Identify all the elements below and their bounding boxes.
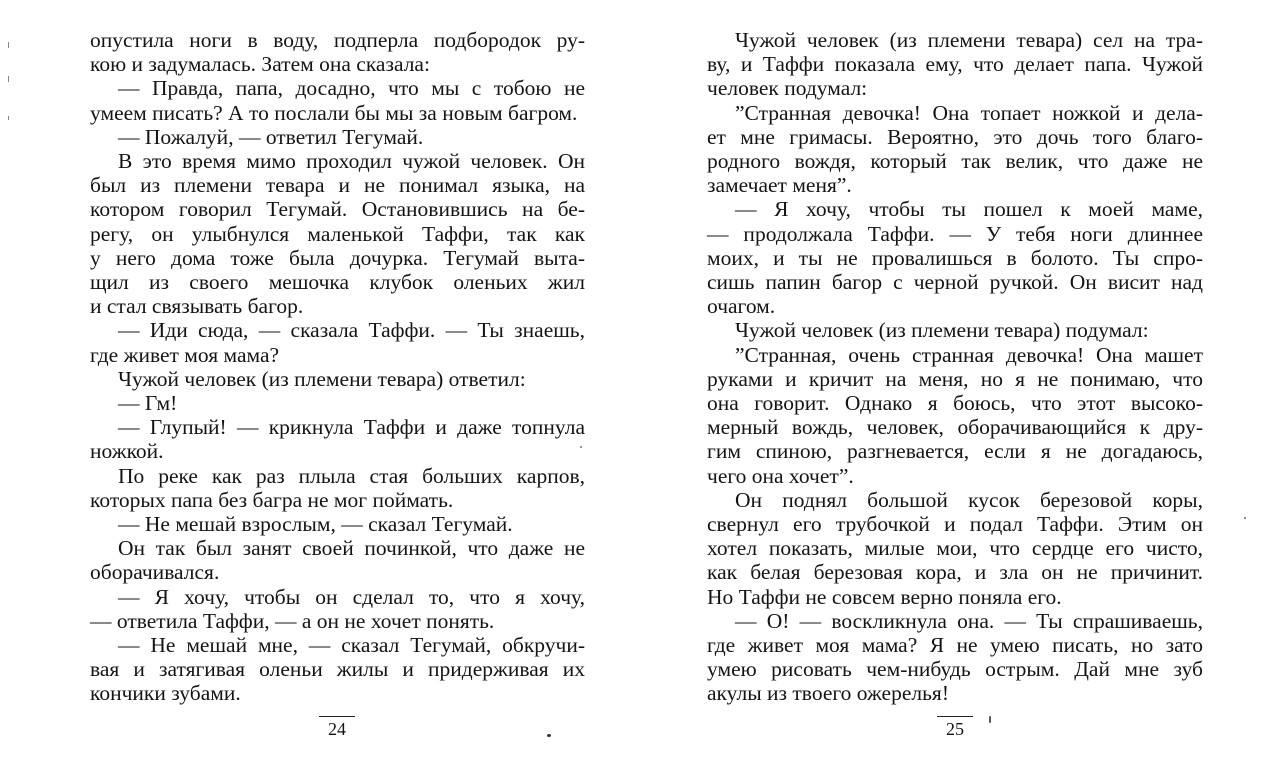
text-line: умею рисовать чем-нибудь острым. Дай мне зуб bbox=[707, 657, 1203, 682]
text-line: она говорит. Однако я боюсь, что этот высоко- bbox=[707, 391, 1203, 416]
scan-edge-mark bbox=[8, 42, 9, 48]
text-line: акулы из твоего ожерелья! bbox=[707, 681, 949, 706]
text-line: — Гм! bbox=[118, 391, 178, 416]
left-page-text bbox=[90, 28, 585, 706]
text-line: вая и затягивая оленьи жилы и придерживая их bbox=[90, 657, 585, 682]
text-line: — ответила Таффи, — а он не хочет понять. bbox=[90, 608, 495, 633]
text-line: умеем писать? А то послали бы мы за новым багром. bbox=[90, 100, 578, 125]
scan-speck bbox=[1244, 517, 1246, 519]
text-line: оборачивался. bbox=[90, 560, 220, 585]
text-line: чего она хочет”. bbox=[707, 463, 854, 488]
text-line: — Глупый! — крикнула Таффи и даже топнула bbox=[118, 415, 585, 440]
text-line: мерный вождь, человек, оборачивающийся к дру- bbox=[707, 415, 1203, 440]
text-line: регу, он улыбнулся маленькой Таффи, так как bbox=[90, 221, 585, 246]
text-line: ”Странная девочка! Она топает ножкой и дела- bbox=[735, 100, 1203, 125]
text-line: хотел показать, милые мои, что сердце его чисто, bbox=[707, 536, 1203, 561]
text-line: Но Таффи не совсем верно поняла его. bbox=[707, 584, 1062, 609]
text-line: Он поднял большой кусок березовой коры, bbox=[735, 487, 1203, 512]
text-line: руками и кричит на меня, но я не понимаю, что bbox=[707, 366, 1203, 391]
text-line: где живет моя мама? bbox=[90, 342, 280, 367]
text-line: — О! — воскликнула она. — Ты спрашиваешь, bbox=[735, 608, 1203, 633]
text-line: моих, и ты не провалишься в болото. Ты спро- bbox=[707, 245, 1203, 270]
text-line: замечает меня”. bbox=[707, 173, 852, 198]
text-line: В это время мимо проходил чужой человек. Он bbox=[118, 149, 585, 174]
text-line: сишь папин багор с черной ручкой. Он висит над bbox=[707, 270, 1203, 295]
text-line: Он так был занят своей починкой, что даже не bbox=[118, 536, 585, 561]
text-line: кою и задумалась. Затем она сказала: bbox=[90, 52, 430, 77]
text-line: где живет моя мама? Я не умею писать, но зато bbox=[707, 633, 1203, 658]
page-number-right: 25 bbox=[937, 716, 973, 740]
text-line: как белая березовая кора, и зла он не причинит. bbox=[707, 560, 1203, 585]
text-line: у него дома тоже была дочурка. Тегумай выта- bbox=[90, 245, 585, 270]
text-line: очагом. bbox=[707, 294, 776, 319]
text-line: Чужой человек (из племени тевара) сел на тра- bbox=[735, 28, 1203, 52]
text-line: Чужой человек (из племени тевара) подумал: bbox=[735, 318, 1149, 343]
text-line: родного вождя, который так велик, что даже не bbox=[707, 149, 1203, 174]
text-line: ву, и Таффи показала ему, что делает папа. Чужой bbox=[707, 52, 1203, 77]
scan-speck bbox=[547, 734, 551, 737]
text-line: ножкой. bbox=[90, 439, 164, 464]
text-line: — Не мешай мне, — сказал Тегумай, обкручи- bbox=[118, 633, 585, 658]
text-line: гим спиною, разгневается, если я не догадаюсь, bbox=[707, 439, 1203, 464]
text-line: — Не мешай взрослым, — сказал Тегумай. bbox=[118, 512, 513, 537]
page-number-left: 24 bbox=[319, 716, 355, 740]
scan-edge-mark bbox=[8, 116, 9, 120]
text-line: По реке как раз плыла стая больших карпов, bbox=[118, 463, 585, 488]
scan-edge-mark bbox=[8, 76, 9, 82]
text-line: Чужой человек (из племени тевара) ответил: bbox=[118, 366, 526, 391]
text-line: — Правда, папа, досадно, что мы с тобою не bbox=[118, 76, 585, 101]
text-line: — Я хочу, чтобы он сделал то, что я хочу, bbox=[118, 584, 585, 609]
text-line: ет мне гримасы. Вероятно, это дочь того благо- bbox=[707, 124, 1203, 149]
text-line: кончики зубами. bbox=[90, 681, 241, 706]
text-line: котором говорил Тегумай. Остановившись на бе- bbox=[90, 197, 585, 222]
text-line: — продолжала Таффи. — У тебя ноги длиннее bbox=[707, 221, 1203, 246]
text-line: — Иди сюда, — сказала Таффи. — Ты знаешь, bbox=[118, 318, 585, 343]
text-line: ”Странная, очень странная девочка! Она машет bbox=[735, 342, 1203, 367]
text-line: — Я хочу, чтобы ты пошел к моей маме, bbox=[735, 197, 1203, 222]
text-line: свернул его трубочкой и подал Таффи. Этим он bbox=[707, 512, 1203, 537]
text-line: был из племени тевара и не понимал языка, на bbox=[90, 173, 585, 198]
scan-speck bbox=[580, 446, 582, 448]
text-line: опустила ноги в воду, подперла подбородок ру- bbox=[90, 28, 585, 52]
scan-speck bbox=[989, 716, 991, 723]
text-line: — Пожалуй, — ответил Тегумай. bbox=[118, 124, 424, 149]
text-line: щил из своего мешочка клубок оленьих жил bbox=[90, 270, 585, 295]
text-line: и стал связывать багор. bbox=[90, 294, 304, 319]
text-line: которых папа без багра не мог поймать. bbox=[90, 487, 454, 512]
text-line: человек подумал: bbox=[707, 76, 868, 101]
right-page-text bbox=[707, 28, 1203, 706]
